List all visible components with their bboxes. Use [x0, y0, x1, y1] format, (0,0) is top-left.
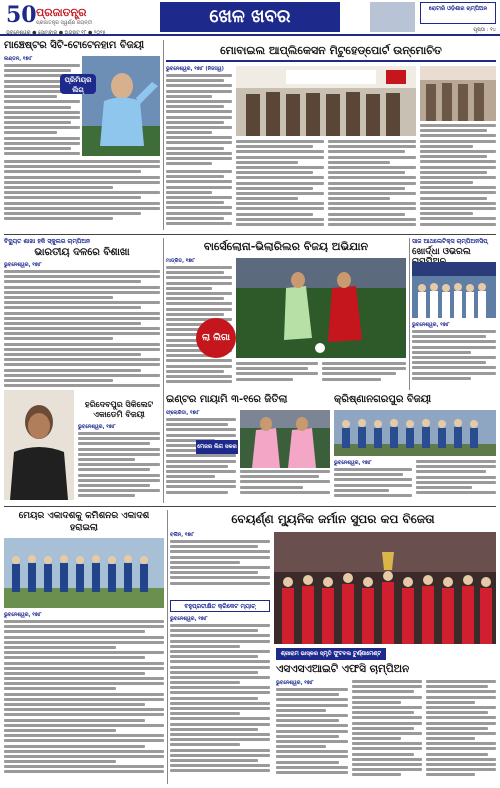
ssa-kicker-box: ଶ୍ରୀରାମ ଭାସ୍କର ସ୍ମୃତି ଫୁଟବଲ ଟୁର୍ଣ୍ଣାମେଣ୍ଟ [276, 648, 386, 660]
inter-match-photo [240, 410, 330, 468]
bayern-headline: ବେୟର୍ଣ୍ଣ ମ୍ୟୁନିକ ଜର୍ମାନ ସୁପର କପ ବିଜେତା [231, 512, 435, 526]
mayor-headline: ମେୟର ଏକାଦଶକୁ କମିଶନର ଏକାଦଶ ହରାଇଲା [18, 511, 150, 533]
mobile-text-col1b [166, 170, 232, 232]
krishna-headline: କ୍ରିଷ୍ଣାନଗରପୁର ବିଜୟୀ [334, 394, 432, 405]
mobile-headline: ମୋବାଇଲ ଆପ୍ଲିକେସନ ମିଟୁହେଡ୍‌ପୋର୍ଟ ଉନ୍ମୋଚିତ [166, 40, 496, 62]
kabaddi-kicker: ବିଦ୍ୟୁତ ଶାଖା ହକି ସ୍କୁଲର ଚାମ୍ପିଅନ [4, 238, 91, 245]
mobile-text-col4 [420, 124, 496, 229]
barca-text2 [236, 362, 318, 390]
saaj-team-photo [412, 262, 496, 318]
kabaddi-text [4, 262, 160, 388]
haryana-headline: ହରିଦେବପୁର ସିକିଲେଟ ଏକାଡେମି ବିଜୟୀ [84, 400, 154, 419]
mls-tag: ମେଜର ଲିଗ ସକର [196, 440, 238, 454]
inter-byline: ଫ୍ଲୋରିଡା, ୧୭ା୮ [166, 410, 200, 416]
saaj-text [412, 322, 496, 390]
cricket-text [170, 616, 270, 784]
divider [4, 506, 496, 507]
ssa-text3 [426, 680, 496, 784]
inter-text2 [240, 470, 330, 502]
bayern-celebration-photo [274, 532, 496, 644]
saaj-kicker: ସାଜ ଆଥଲେଟିକ୍ସ ଚାମ୍ପିଅନସିପ୍ [412, 238, 488, 245]
cricket-byline: ଭୁବନେଶ୍ୱର, ୧୭ା୮ [170, 616, 208, 622]
saaj-byline: ଭୁବନେଶ୍ୱର, ୧୭ା୮ [412, 322, 450, 328]
divider [4, 234, 496, 235]
column-rule [163, 40, 164, 230]
krishna-text2 [416, 460, 496, 504]
krishna-team-photo [334, 410, 496, 456]
city-text [4, 56, 80, 156]
mayor-text [4, 612, 164, 784]
mobile-text-col1 [166, 66, 232, 166]
kabaddi-headline: ଭାରତୀୟ ଦଳରେ ବିଶାଖା [34, 247, 130, 258]
barca-byline: ମାଡ୍ରିଡ, ୧୭ା୮ [166, 258, 196, 264]
kabaddi-byline: ଭୁବନେଶ୍ୱର, ୧୭ା୮ [4, 262, 42, 268]
mobile-event-photo [420, 66, 496, 121]
bayern-text [170, 532, 270, 598]
city-byline: ଲଣ୍ଡନ, ୧୭ା୮ [4, 56, 33, 62]
column-rule [409, 238, 410, 390]
ssa-headline: ଏସଏସଏଆଇଟି ଏଫସି ଚାମ୍ପିଅନ [276, 663, 410, 675]
kabaddi-player-photo [4, 390, 74, 500]
masthead [0, 0, 500, 36]
mobile-text-col3 [328, 140, 416, 232]
logo-subtitle: ପ୍ରଜାତନ୍ତ୍ର ସ୍ୱର୍ଣ୍ଣ ଜୟନ୍ତୀ [36, 20, 93, 26]
ssa-byline: ଭୁବନେଶ୍ୱର, ୧୭ା୮ [276, 680, 314, 686]
dateline: ଭୁବନେଶ୍ୱର ● ସୋମବାର ● ଅଗଷ୍ଟ ୧୮ ● ୨୦୨୫ [6, 30, 106, 36]
ad-box: ରୋଟାରି ଓଡ଼ିଶାର ଚାମ୍ପିଅନ [420, 2, 496, 24]
ad-photo [370, 2, 415, 32]
mobile-launch-photo [236, 66, 416, 136]
ssa-text [276, 680, 348, 784]
logo-number: 50 [6, 2, 37, 28]
barca-text3 [322, 362, 406, 390]
mobile-text-col2 [236, 140, 324, 232]
inter-headline: ଇଣ୍ଟର ମାୟାମି ୩-୧ରେ ଜିତିଲା [166, 394, 288, 405]
column-rule [167, 510, 168, 784]
haryana-text [78, 424, 160, 502]
page-number: ପୃଷ୍ଠା : ୧୪ [473, 27, 496, 33]
saaj-headline: ଖୋର୍ଦ୍ଧା ଓଭରଲ [412, 247, 471, 257]
haryana-byline: ଭୁବନେଶ୍ୱର, ୧୭ା୮ [78, 424, 116, 430]
krishna-byline: ଭୁବନେଶ୍ୱର, ୧୭ା୮ [334, 460, 372, 466]
ssa-text2 [352, 680, 422, 784]
paper-name: ପ୍ରଜାତନ୍ତ୍ର [36, 6, 87, 19]
mayor-team-photo [4, 538, 164, 608]
inter-text [166, 410, 236, 502]
newspaper-logo [6, 2, 106, 32]
city-player-photo [82, 56, 160, 156]
barca-match-photo [236, 258, 406, 358]
barca-headline: ବାର୍ସେଲୋନା-ଭିଲାରିଲର ବିଜୟ ଅଭିଯାନ [203, 240, 369, 253]
city-text-bottom [4, 160, 160, 226]
cricket-kicker: ବହୁପ୍ରତୀକ୍ଷିତ କ୍ରିକେଟ ମ୍ୟାଚ୍ [170, 600, 270, 612]
la-liga-tag: ଲା ଲିଗା [196, 318, 236, 358]
city-headline: ମାଞ୍ଚେଷ୍ଟର ସିଟି-ଟୋଟେନହାମ ବିଜୟୀ [4, 40, 145, 51]
section-title: ଖେଳ ଖବର [160, 2, 340, 32]
bayern-byline: ବର୍ଲିନ, ୧୭ା୮ [170, 532, 195, 538]
column-rule [163, 238, 164, 503]
mobile-byline: ଭୁବନେଶ୍ୱର, ୧୭ା୮ (ନିଜସ୍ୱ) [166, 66, 224, 72]
premier-league-tag: ପ୍ରିମିୟର ଲିଗ୍ [60, 74, 96, 94]
mayor-byline: ଭୁବନେଶ୍ୱର, ୧୭ା୮ [4, 612, 42, 618]
krishna-text [334, 460, 412, 504]
